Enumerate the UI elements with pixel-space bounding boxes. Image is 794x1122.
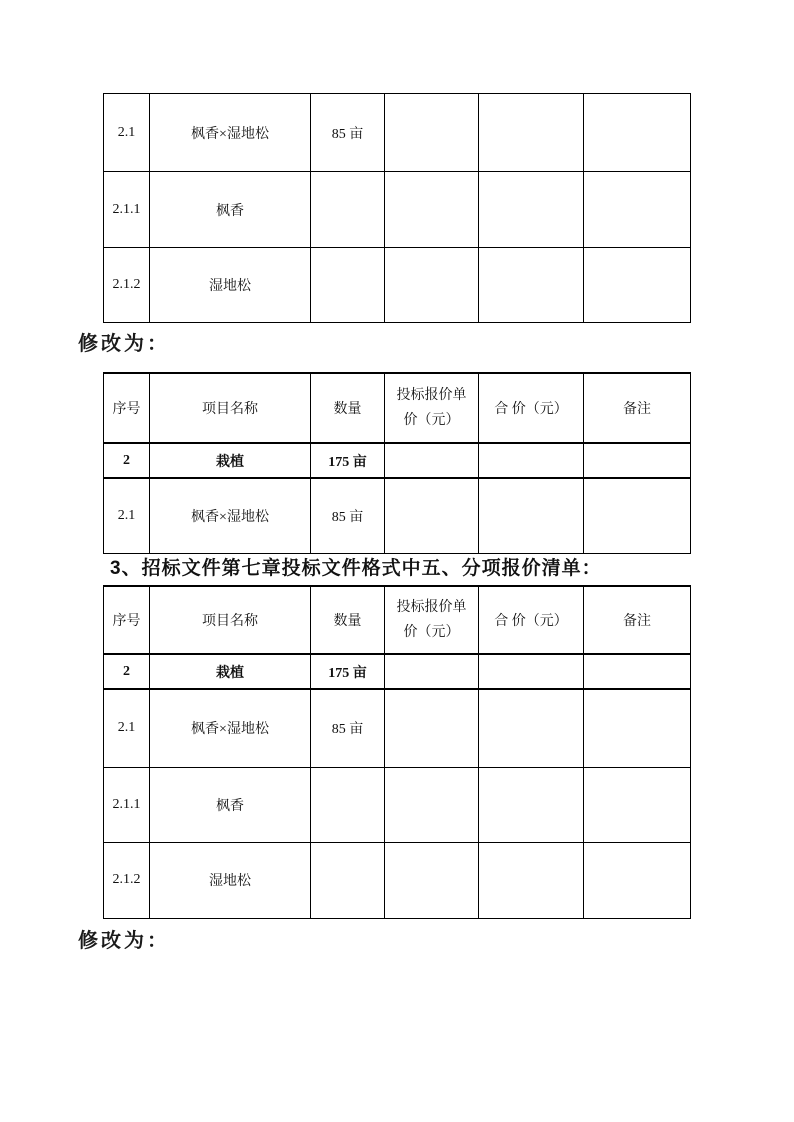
cell-qty: 85 亩 xyxy=(311,94,385,172)
cell-seq: 2.1 xyxy=(104,478,150,553)
table-row xyxy=(104,689,691,767)
unit-price-line1: 投标报价单 xyxy=(396,388,467,403)
cell-unit-price xyxy=(385,767,479,842)
header-cell-name: 项目名称 xyxy=(150,373,311,443)
cell-total-price xyxy=(479,689,584,767)
cell-total-price xyxy=(479,842,584,918)
cell-item-name: 湿地松 xyxy=(150,842,311,918)
cell-qty xyxy=(311,172,385,248)
cell-seq: 2.1.1 xyxy=(104,767,150,842)
cell-item-name: 枫香 xyxy=(150,767,311,842)
modified-to-label: 修改为： xyxy=(78,333,170,355)
table-row xyxy=(104,248,691,323)
cell-total-price xyxy=(479,248,584,323)
table-header-row xyxy=(104,586,691,654)
header-cell-seq: 序号 xyxy=(104,373,150,443)
cell-item-name: 枫香×湿地松 xyxy=(150,94,311,172)
cell-remark xyxy=(584,94,691,172)
header-cell-remark: 备注 xyxy=(584,373,691,443)
cell-unit-price xyxy=(385,842,479,918)
cell-seq: 2 xyxy=(104,443,150,478)
cell-item-name: 枫香 xyxy=(150,172,311,248)
header-cell-remark: 备注 xyxy=(584,586,691,654)
header-cell-total-price: 合 价（元） xyxy=(479,586,584,654)
unit-price-line1: 投标报价单 xyxy=(396,600,467,615)
cell-qty xyxy=(311,248,385,323)
cell-item-name: 湿地松 xyxy=(150,248,311,323)
cell-unit-price xyxy=(385,248,479,323)
cell-seq: 2.1.2 xyxy=(104,842,150,918)
cell-total-price xyxy=(479,443,584,478)
cell-remark xyxy=(584,689,691,767)
header-cell-total-price: 合 价（元） xyxy=(479,373,584,443)
cell-qty: 85 亩 xyxy=(311,478,385,553)
table-row xyxy=(104,767,691,842)
cell-remark xyxy=(584,172,691,248)
cell-qty: 85 亩 xyxy=(311,689,385,767)
cell-item-name: 枫香×湿地松 xyxy=(150,689,311,767)
cell-total-price xyxy=(479,654,584,689)
header-cell-qty: 数量 xyxy=(311,586,385,654)
cell-total-price xyxy=(479,478,584,553)
itemized-quotation-table xyxy=(103,585,691,919)
table-row xyxy=(104,478,691,553)
cell-remark xyxy=(584,767,691,842)
cell-total-price xyxy=(479,94,584,172)
cell-item-name: 栽植 xyxy=(150,443,311,478)
unit-price-line2: 价（元） xyxy=(403,413,460,428)
cell-qty xyxy=(311,767,385,842)
cell-unit-price xyxy=(385,443,479,478)
cell-unit-price xyxy=(385,654,479,689)
cell-seq: 2.1.2 xyxy=(104,248,150,323)
cell-item-name: 栽植 xyxy=(150,654,311,689)
table-row xyxy=(104,654,691,689)
header-cell-qty: 数量 xyxy=(311,373,385,443)
cell-unit-price xyxy=(385,689,479,767)
header-cell-unit-price xyxy=(385,586,479,654)
cell-seq: 2.1 xyxy=(104,689,150,767)
cell-unit-price xyxy=(385,172,479,248)
table-header-row xyxy=(104,373,691,443)
modified-to-label: 修改为： xyxy=(78,930,170,952)
table-row xyxy=(104,842,691,918)
section-3-heading: 3、招标文件第七章投标文件格式中五、分项报价清单： xyxy=(110,558,602,579)
cell-remark xyxy=(584,842,691,918)
cell-seq: 2.1 xyxy=(104,94,150,172)
cell-remark xyxy=(584,443,691,478)
table-row xyxy=(104,443,691,478)
cell-remark xyxy=(584,478,691,553)
cell-total-price xyxy=(479,767,584,842)
cell-remark xyxy=(584,654,691,689)
cell-unit-price xyxy=(385,478,479,553)
cell-seq: 2.1.1 xyxy=(104,172,150,248)
header-cell-unit-price xyxy=(385,373,479,443)
cell-qty: 175 亩 xyxy=(311,443,385,478)
revised-price-table xyxy=(103,372,691,554)
header-cell-seq: 序号 xyxy=(104,586,150,654)
table-row xyxy=(104,172,691,248)
cell-qty: 175 亩 xyxy=(311,654,385,689)
cell-qty xyxy=(311,842,385,918)
price-table-continuation xyxy=(103,93,691,323)
cell-unit-price xyxy=(385,94,479,172)
header-cell-name: 项目名称 xyxy=(150,586,311,654)
cell-item-name: 枫香×湿地松 xyxy=(150,478,311,553)
unit-price-line2: 价（元） xyxy=(403,625,460,640)
cell-seq: 2 xyxy=(104,654,150,689)
cell-remark xyxy=(584,248,691,323)
table-row xyxy=(104,94,691,172)
cell-total-price xyxy=(479,172,584,248)
